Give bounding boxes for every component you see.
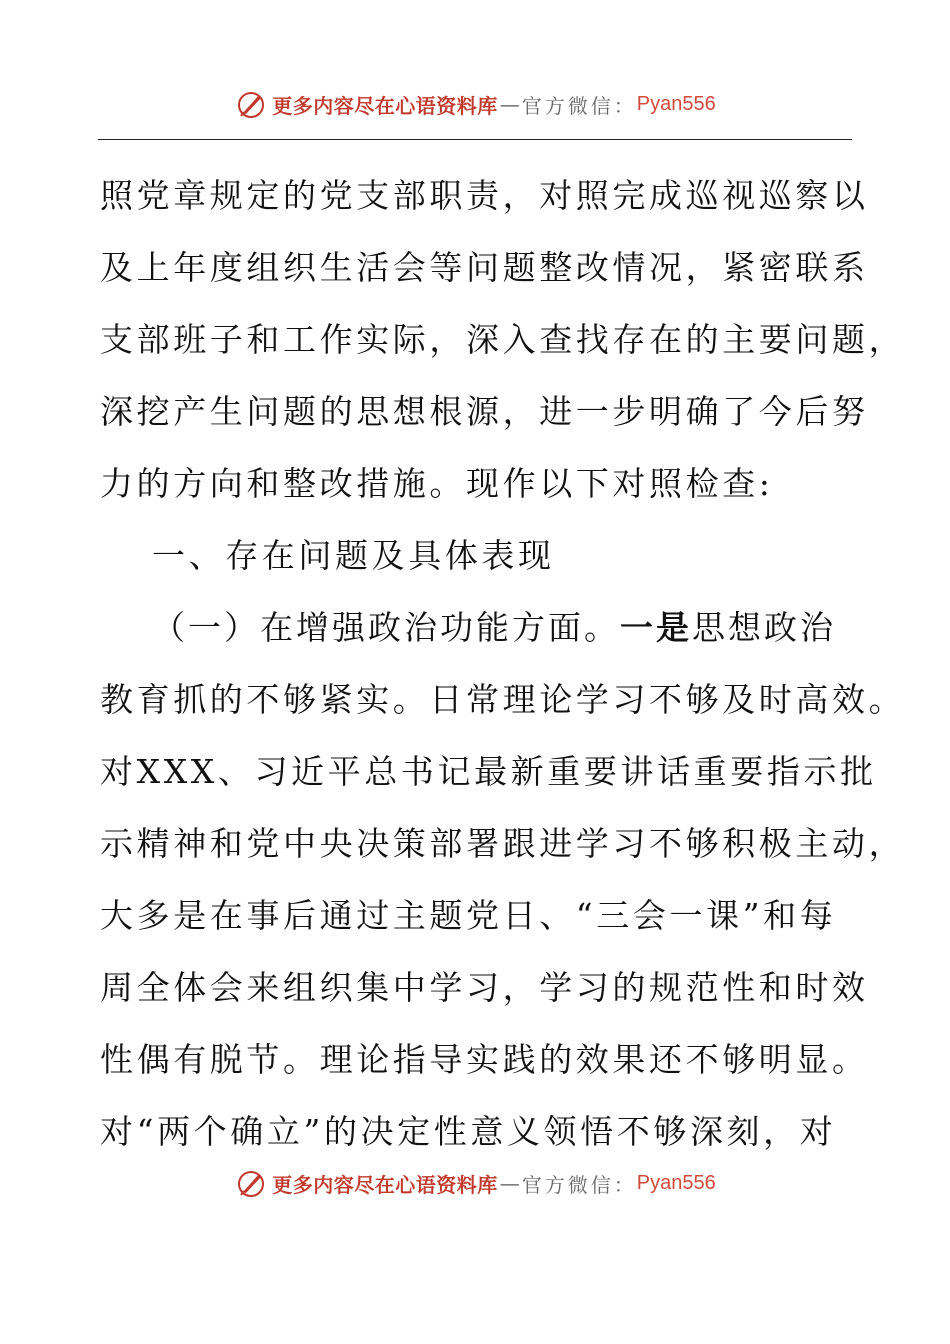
watermark-separator: — [499,1171,520,1195]
watermark-official-label: 官方微信： [521,93,637,118]
header-watermark [0,84,950,124]
subsection-bold-lead: 一是 [620,608,692,647]
body-line: 示精神和党中央决策部署跟进学习不够积极主动， [100,824,906,863]
subsection-line [100,592,870,664]
body-line: 照党章规定的党支部职责，对照完成巡视巡察以 [100,176,869,215]
watermark-brand: 更多内容尽在心语资料库 [272,93,498,118]
body-line: 及上年度组织生活会等问题整改情况，紧密联系 [100,248,869,287]
document-body [100,160,906,1168]
body-line: 对“两个确立”的决定性意义领悟不够深刻，对 [100,1112,837,1151]
body-line: 教育抓的不够紧实。日常理论学习不够及时高效。 [100,680,906,719]
quill-pen-icon [234,87,268,121]
body-line: 支部班子和工作实际，深入查找存在的主要问题， [100,320,906,359]
header-divider [98,139,852,140]
watermark-brand: 更多内容尽在心语资料库 [272,1172,498,1197]
watermark-official-label: 官方微信： [521,1172,637,1197]
watermark-wechat-id: Pyan556 [636,1171,716,1194]
watermark-separator: — [499,92,520,116]
body-line: 深挖产生问题的思想根源，进一步明确了今后努 [100,392,869,431]
watermark-wechat-id: Pyan556 [636,92,716,115]
body-line: 周全体会来组织集中学习，学习的规范性和时效 [100,968,869,1007]
body-line: 力的方向和整改措施。现作以下对照检查: [100,464,774,503]
subsection-label: （一）在增强政治功能方面。 [152,608,620,647]
section-heading: 一、存在问题及具体表现 [152,536,555,575]
body-line: 大多是在事后通过主题党日、“三会一课”和每 [100,896,837,935]
body-line: 性偶有脱节。理论指导实践的效果还不够明显。 [100,1040,869,1079]
body-line: 对XXX、习近平总书记最新重要讲话重要指示批 [100,752,877,791]
footer-watermark [0,1163,950,1203]
subsection-rest: 思想政治 [692,608,836,647]
quill-pen-icon [234,1166,268,1200]
